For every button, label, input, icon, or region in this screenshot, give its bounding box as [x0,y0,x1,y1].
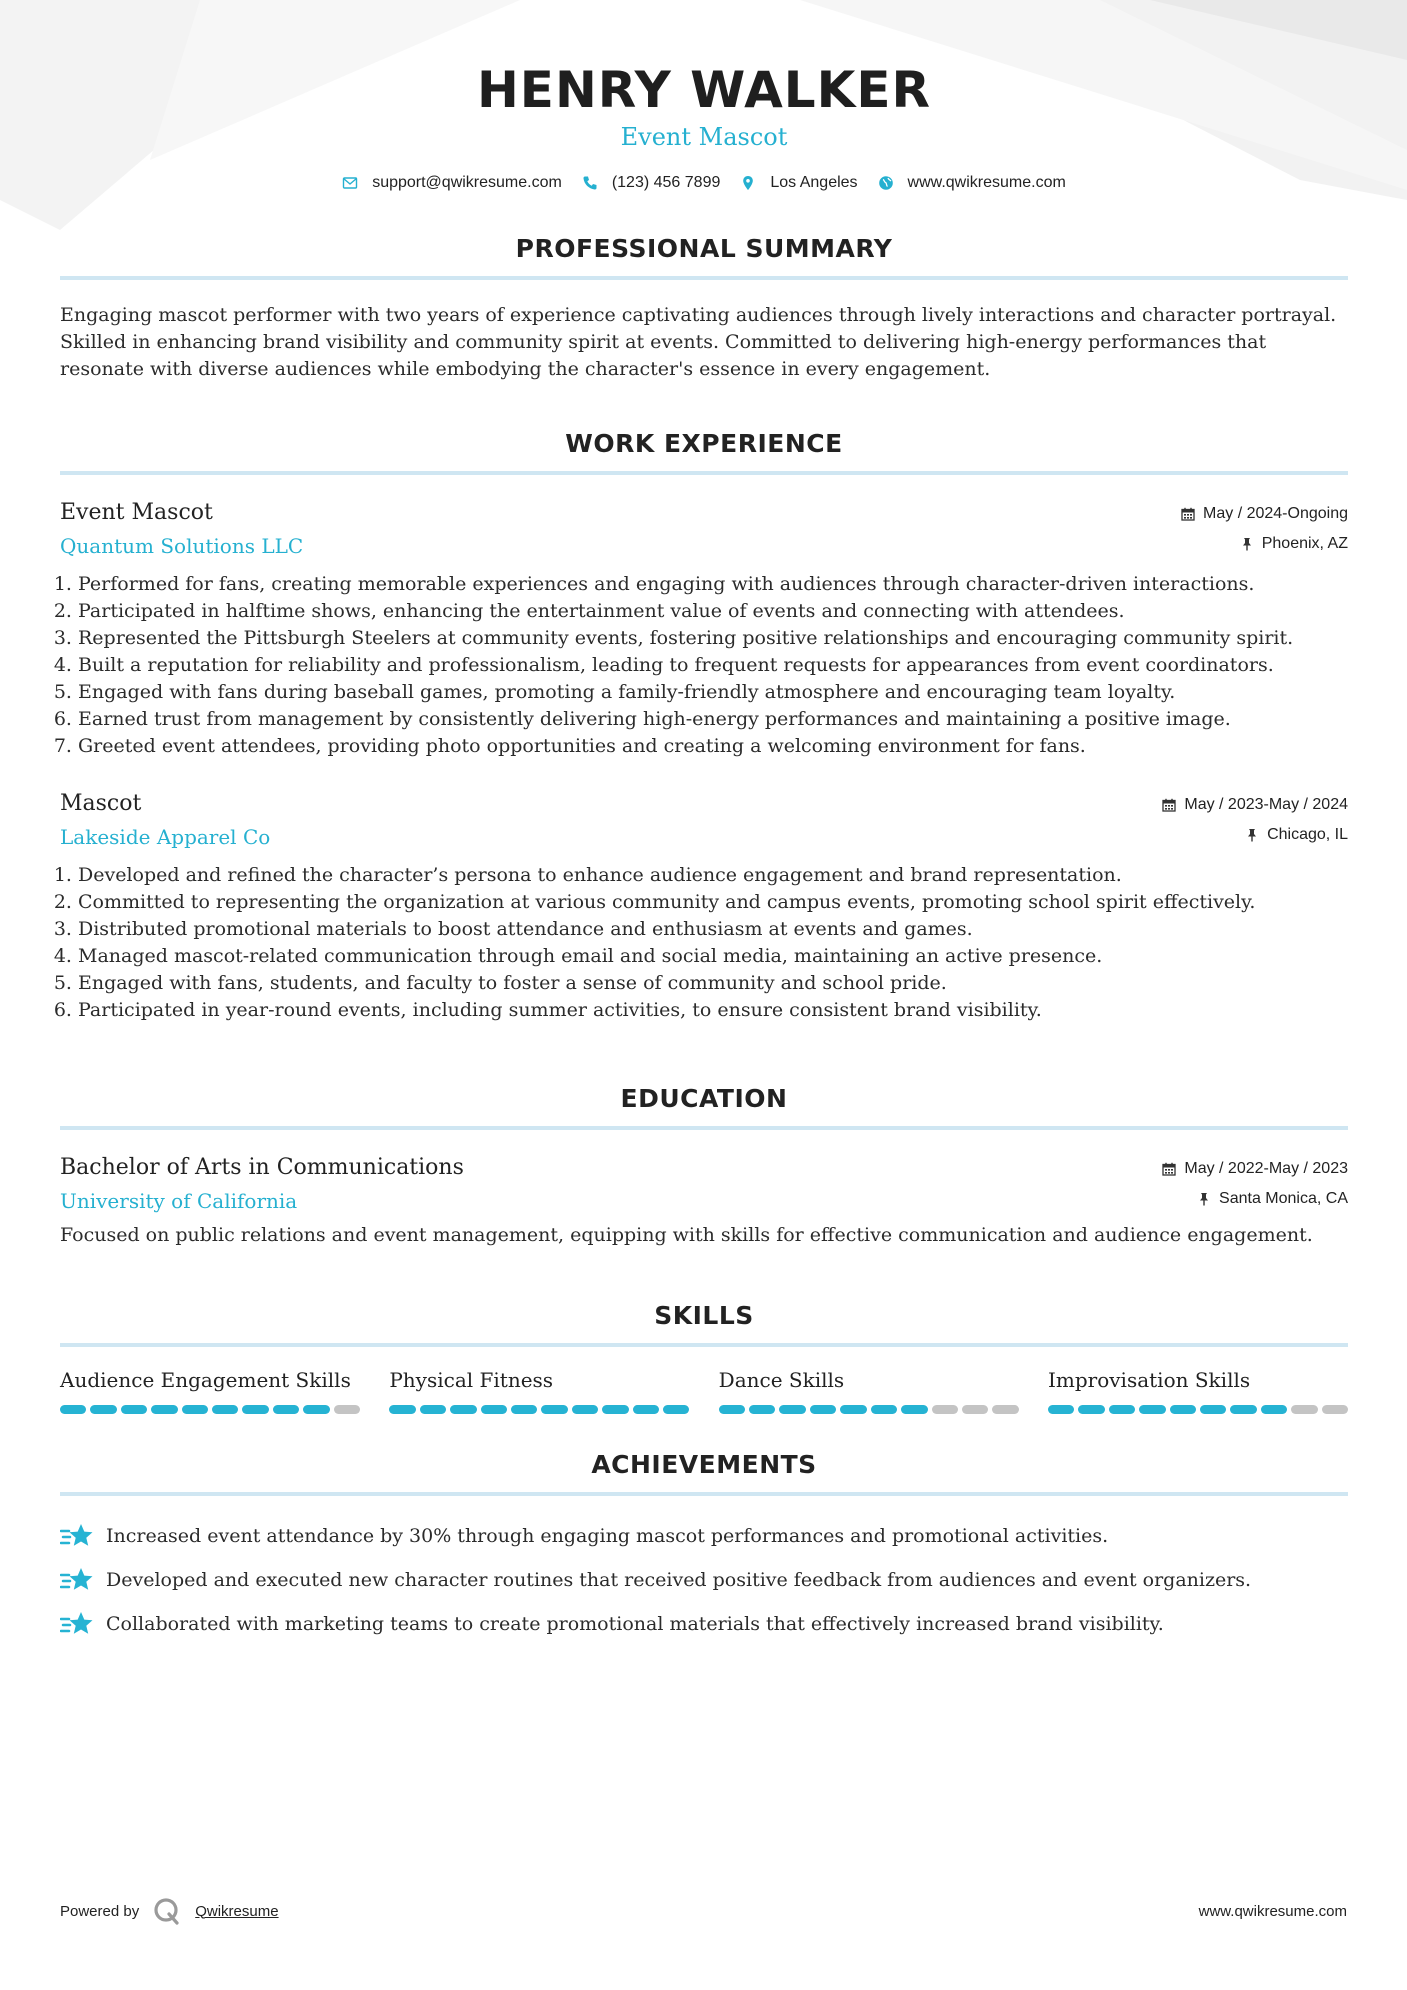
job-location: Chicago, IL [1267,826,1348,843]
list-item: 5. Engaged with fans during baseball games, promoting a family-friendly atmosphere and encouraging team loyalty. [78,679,1348,706]
skill-level-bar [1048,1405,1348,1414]
skill-segment-filled [60,1405,86,1414]
achievements-title: ACHIEVEMENTS [591,1450,817,1479]
skill-name: Audience Engagement Skills [60,1368,351,1392]
company-name: Quantum Solutions LLC [60,534,304,558]
job-title: Event Mascot [60,500,213,525]
list-item: 1. Developed and refined the character’s persona to enhance audience engagement and brand representation. [78,862,1348,889]
education-entry [60,1154,1348,1249]
resume-page [60,0,1348,1646]
job-dates: May / 2023-May / 2024 [1184,796,1348,813]
contact-email[interactable] [342,174,562,192]
list-item [60,1514,1348,1558]
candidate-role: Event Mascot [620,123,788,151]
skill-segment-filled [901,1405,927,1414]
education-dates: May / 2022-May / 2023 [1184,1160,1348,1177]
skill-segment-filled [1261,1405,1287,1414]
skill-segment-filled [450,1405,476,1414]
achievement-text: Developed and executed new character routines that received positive feedback from audiences and event organizers. [106,1569,1252,1591]
skill-segment-filled [1109,1405,1135,1414]
degree-name: Bachelor of Arts in Communications [60,1155,464,1180]
contact-location [740,174,857,192]
job-entry [60,499,1348,760]
list-item [60,1558,1348,1602]
section-divider [60,276,1348,280]
list-item: 3. Represented the Pittsburgh Steelers at community events, fostering positive relationships and encouraging community spirit. [78,625,1348,652]
skill-segment-filled [572,1405,598,1414]
shooting-star-icon [60,1565,94,1595]
skill-segment-filled [541,1405,567,1414]
list-item: 4. Managed mascot-related communication through email and social media, maintaining an active presence. [78,943,1348,970]
job-dates: May / 2024-Ongoing [1203,505,1348,522]
skill-item [60,1367,360,1414]
skills-title: SKILLS [654,1301,754,1330]
skill-name: Improvisation Skills [1047,1368,1251,1392]
skill-segment-empty [1291,1405,1317,1414]
skill-segment-filled [840,1405,866,1414]
achievements-list [60,1514,1348,1646]
job-bullets [60,862,1348,1024]
skill-segment-filled [719,1405,745,1414]
map-pin-icon [740,175,756,191]
skill-segment-filled [1078,1405,1104,1414]
skill-segment-filled [633,1405,659,1414]
skills-section [60,1301,1348,1414]
skill-segment-filled [151,1405,177,1414]
skill-level-bar [389,1405,689,1414]
contact-website[interactable] [878,174,1066,192]
list-item: 7. Greeted event attendees, providing photo opportunities and creating a welcoming environment for fans. [78,733,1348,760]
skill-name: Dance Skills [718,1368,845,1392]
skill-segment-filled [871,1405,897,1414]
pushpin-icon [1240,537,1254,551]
skill-segment-empty [334,1405,360,1414]
candidate-name: HENRY WALKER [476,61,932,119]
calendar-icon [1162,1162,1176,1176]
skill-item [719,1367,1019,1414]
education-section [60,1084,1348,1249]
summary-title: PROFESSIONAL SUMMARY [515,234,893,263]
list-item [60,1602,1348,1646]
education-title: EDUCATION [620,1084,788,1113]
skill-segment-filled [779,1405,805,1414]
skill-segment-filled [511,1405,537,1414]
list-item: 6. Participated in year-round events, including summer activities, to ensure consistent brand visibility. [78,997,1348,1024]
calendar-icon [1162,798,1176,812]
skill-item [1048,1367,1348,1414]
skill-segment-filled [663,1405,689,1414]
skill-segment-empty [962,1405,988,1414]
qwikresume-logo-icon [153,1897,181,1925]
skill-segment-filled [121,1405,147,1414]
school-name: University of California [60,1189,298,1213]
skill-segment-filled [749,1405,775,1414]
skill-segment-filled [481,1405,507,1414]
footer-url[interactable]: www.qwikresume.com [1198,1902,1347,1920]
summary-text: Engaging mascot performer with two years of experience captivating audiences through lively interactions and character portrayal. Skilled in enhancing brand visibility and community spirit at events. Committed to delivering high-energy performances that resonate with diverse audiences while embodying the character's essence in every engagement. [60,304,1337,380]
contact-email-text: support@qwikresume.com [372,174,562,191]
contact-phone-text: (123) 456 7899 [611,174,721,191]
achievement-text: Increased event attendance by 30% through engaging mascot performances and promotional activities. [106,1525,1109,1547]
skill-segment-filled [303,1405,329,1414]
shooting-star-icon [60,1609,94,1639]
achievements-section [60,1450,1348,1646]
skill-level-bar [719,1405,1019,1414]
resume-header [60,0,1348,192]
contact-phone[interactable] [582,174,721,192]
list-item: 1. Performed for fans, creating memorable experiences and engaging with audiences through character-driven interactions. [78,571,1348,598]
skill-segment-filled [1200,1405,1226,1414]
skill-segment-filled [1170,1405,1196,1414]
summary-section [60,234,1348,383]
skill-segment-empty [1322,1405,1348,1414]
skill-segment-filled [1230,1405,1256,1414]
powered-by [60,1897,279,1925]
education-description: Focused on public relations and event management, equipping with skills for effective communication and audience engagement. [60,1224,1313,1246]
skill-name: Physical Fitness [389,1368,554,1392]
list-item: 6. Earned trust from management by consistently delivering high-energy performances and maintaining a positive image. [78,706,1348,733]
skills-grid [60,1367,1348,1414]
skill-segment-filled [602,1405,628,1414]
education-location: Santa Monica, CA [1219,1190,1348,1207]
skill-item [389,1367,689,1414]
shooting-star-icon [60,1521,94,1551]
list-item: 2. Participated in halftime shows, enhancing the entertainment value of events and connecting with attendees. [78,598,1348,625]
list-item: 2. Committed to representing the organization at various community and campus events, promoting school spirit effectively. [78,889,1348,916]
list-item: 3. Distributed promotional materials to boost attendance and enthusiasm at events and games. [78,916,1348,943]
list-item: 4. Built a reputation for reliability and professionalism, leading to frequent requests for appearances from event coordinators. [78,652,1348,679]
skill-segment-filled [90,1405,116,1414]
contact-location-text: Los Angeles [770,174,858,191]
contact-bar [60,174,1348,192]
pushpin-icon [1245,828,1259,842]
skill-level-bar [60,1405,360,1414]
skill-segment-empty [992,1405,1018,1414]
envelope-icon [342,175,358,191]
section-divider [60,1126,1348,1130]
achievement-text: Collaborated with marketing teams to create promotional materials that effectively increased brand visibility. [106,1613,1164,1635]
skill-segment-filled [273,1405,299,1414]
experience-section [60,429,1348,1024]
job-location: Phoenix, AZ [1261,535,1348,552]
page-footer [60,1897,1347,1925]
section-divider [60,1343,1348,1347]
skill-segment-filled [242,1405,268,1414]
skill-segment-filled [1048,1405,1074,1414]
skill-segment-empty [932,1405,958,1414]
skill-segment-filled [389,1405,415,1414]
calendar-icon [1181,507,1195,521]
skill-segment-filled [1139,1405,1165,1414]
company-name: Lakeside Apparel Co [60,825,271,849]
section-divider [60,471,1348,475]
job-entry [60,790,1348,1024]
skill-segment-filled [420,1405,446,1414]
qwikresume-link[interactable]: Qwikresume [195,1902,279,1920]
experience-title: WORK EXPERIENCE [565,429,843,458]
globe-icon [878,175,894,191]
section-divider [60,1492,1348,1496]
job-bullets [60,571,1348,760]
skill-segment-filled [182,1405,208,1414]
skill-segment-filled [212,1405,238,1414]
phone-icon [582,175,598,191]
skill-segment-filled [810,1405,836,1414]
contact-website-text: www.qwikresume.com [907,174,1066,191]
list-item: 5. Engaged with fans, students, and faculty to foster a sense of community and school pride. [78,970,1348,997]
pushpin-icon [1197,1192,1211,1206]
powered-by-label: Powered by [60,1902,140,1920]
job-title: Mascot [60,791,142,816]
